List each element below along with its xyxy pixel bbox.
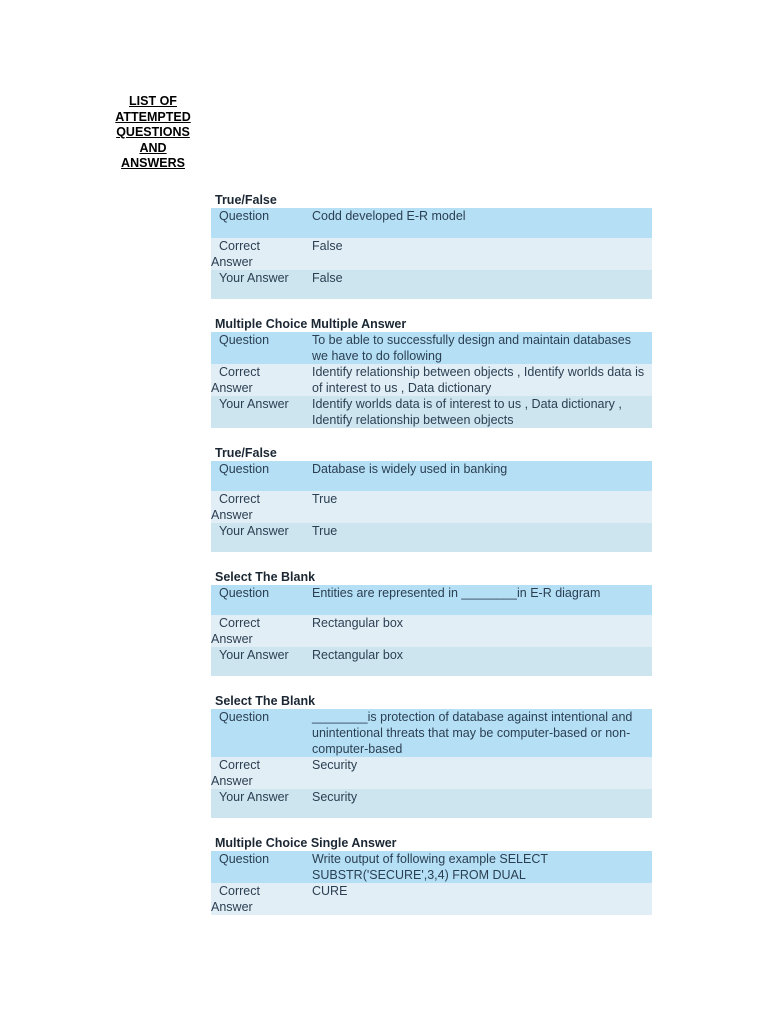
title-line-5: ANSWERS — [121, 156, 185, 170]
question-block-5 — [211, 694, 652, 818]
your-answer-label: Your Answer — [219, 648, 289, 662]
question-text: Codd developed E-R model — [312, 209, 466, 223]
correct-answer-label: Correct Answer — [211, 239, 260, 269]
question-text: Write output of following example SELECT SUBSTR('SECURE',3,4) FROM DUAL — [312, 852, 548, 882]
correct-answer-text: CURE — [312, 884, 348, 898]
question-block-1 — [211, 193, 652, 299]
title-line-2: ATTEMPTED — [115, 109, 191, 124]
correct-answer-text: False — [312, 239, 343, 253]
question-type: True/False — [215, 193, 277, 207]
question-type: Multiple Choice Multiple Answer — [215, 317, 407, 331]
correct-answer-label: Correct Answer — [211, 758, 260, 788]
question-block-2 — [211, 317, 652, 428]
your-answer-row — [211, 523, 652, 552]
title-line-1: LIST OF — [129, 94, 177, 108]
correct-answer-text: Identify relationship between objects , Identify worlds data is of interest to us , Data dictionary — [312, 365, 645, 395]
question-row — [211, 585, 652, 615]
correct-answer-label: Correct Answer — [211, 492, 260, 522]
question-label: Question — [219, 710, 270, 724]
title-line-4: AND — [139, 140, 167, 155]
document-title — [108, 94, 198, 172]
question-text: ________is protection of database against intentional and unintentional threats that may be computer-based or non-computer-based — [312, 710, 633, 756]
your-answer-label: Your Answer — [219, 397, 289, 411]
question-label: Question — [219, 852, 270, 866]
correct-answer-text: Security — [312, 758, 358, 772]
your-answer-row — [211, 270, 652, 299]
question-list — [211, 193, 652, 933]
question-row — [211, 709, 652, 757]
correct-answer-row — [211, 491, 652, 523]
question-label: Question — [219, 209, 270, 223]
question-text: To be able to successfully design and maintain databases we have to do following — [312, 333, 631, 363]
question-block-6 — [211, 836, 652, 915]
your-answer-label: Your Answer — [219, 790, 289, 804]
your-answer-text: False — [312, 271, 343, 285]
correct-answer-row — [211, 883, 652, 915]
correct-answer-row — [211, 615, 652, 647]
title-line-3: QUESTIONS — [116, 125, 190, 139]
correct-answer-row — [211, 238, 652, 270]
correct-answer-label: Correct Answer — [211, 884, 260, 914]
correct-answer-row — [211, 757, 652, 789]
correct-answer-row — [211, 364, 652, 396]
question-label: Question — [219, 333, 270, 347]
question-type: Select The Blank — [215, 694, 316, 708]
question-type: Select The Blank — [215, 570, 316, 584]
your-answer-label: Your Answer — [219, 524, 289, 538]
question-row — [211, 461, 652, 491]
your-answer-label: Your Answer — [219, 271, 289, 285]
question-text: Entities are represented in ________in E-R diagram — [312, 586, 601, 600]
your-answer-text: Security — [312, 790, 358, 804]
correct-answer-label: Correct Answer — [211, 616, 260, 646]
your-answer-text: Identify worlds data is of interest to us , Data dictionary , Identify relationship between objects — [312, 397, 622, 427]
correct-answer-label: Correct Answer — [211, 365, 260, 395]
correct-answer-text: Rectangular box — [312, 616, 404, 630]
question-block-3 — [211, 446, 652, 552]
question-label: Question — [219, 462, 270, 476]
your-answer-row — [211, 789, 652, 818]
question-block-4 — [211, 570, 652, 676]
correct-answer-text: True — [312, 492, 338, 506]
question-row — [211, 332, 652, 364]
your-answer-row — [211, 647, 652, 676]
your-answer-text: Rectangular box — [312, 648, 404, 662]
question-type: Multiple Choice Single Answer — [215, 836, 397, 850]
question-row — [211, 851, 652, 883]
question-label: Question — [219, 586, 270, 600]
question-row — [211, 208, 652, 238]
question-type: True/False — [215, 446, 277, 460]
your-answer-text: True — [312, 524, 338, 538]
your-answer-row — [211, 396, 652, 428]
question-text: Database is widely used in banking — [312, 462, 508, 476]
